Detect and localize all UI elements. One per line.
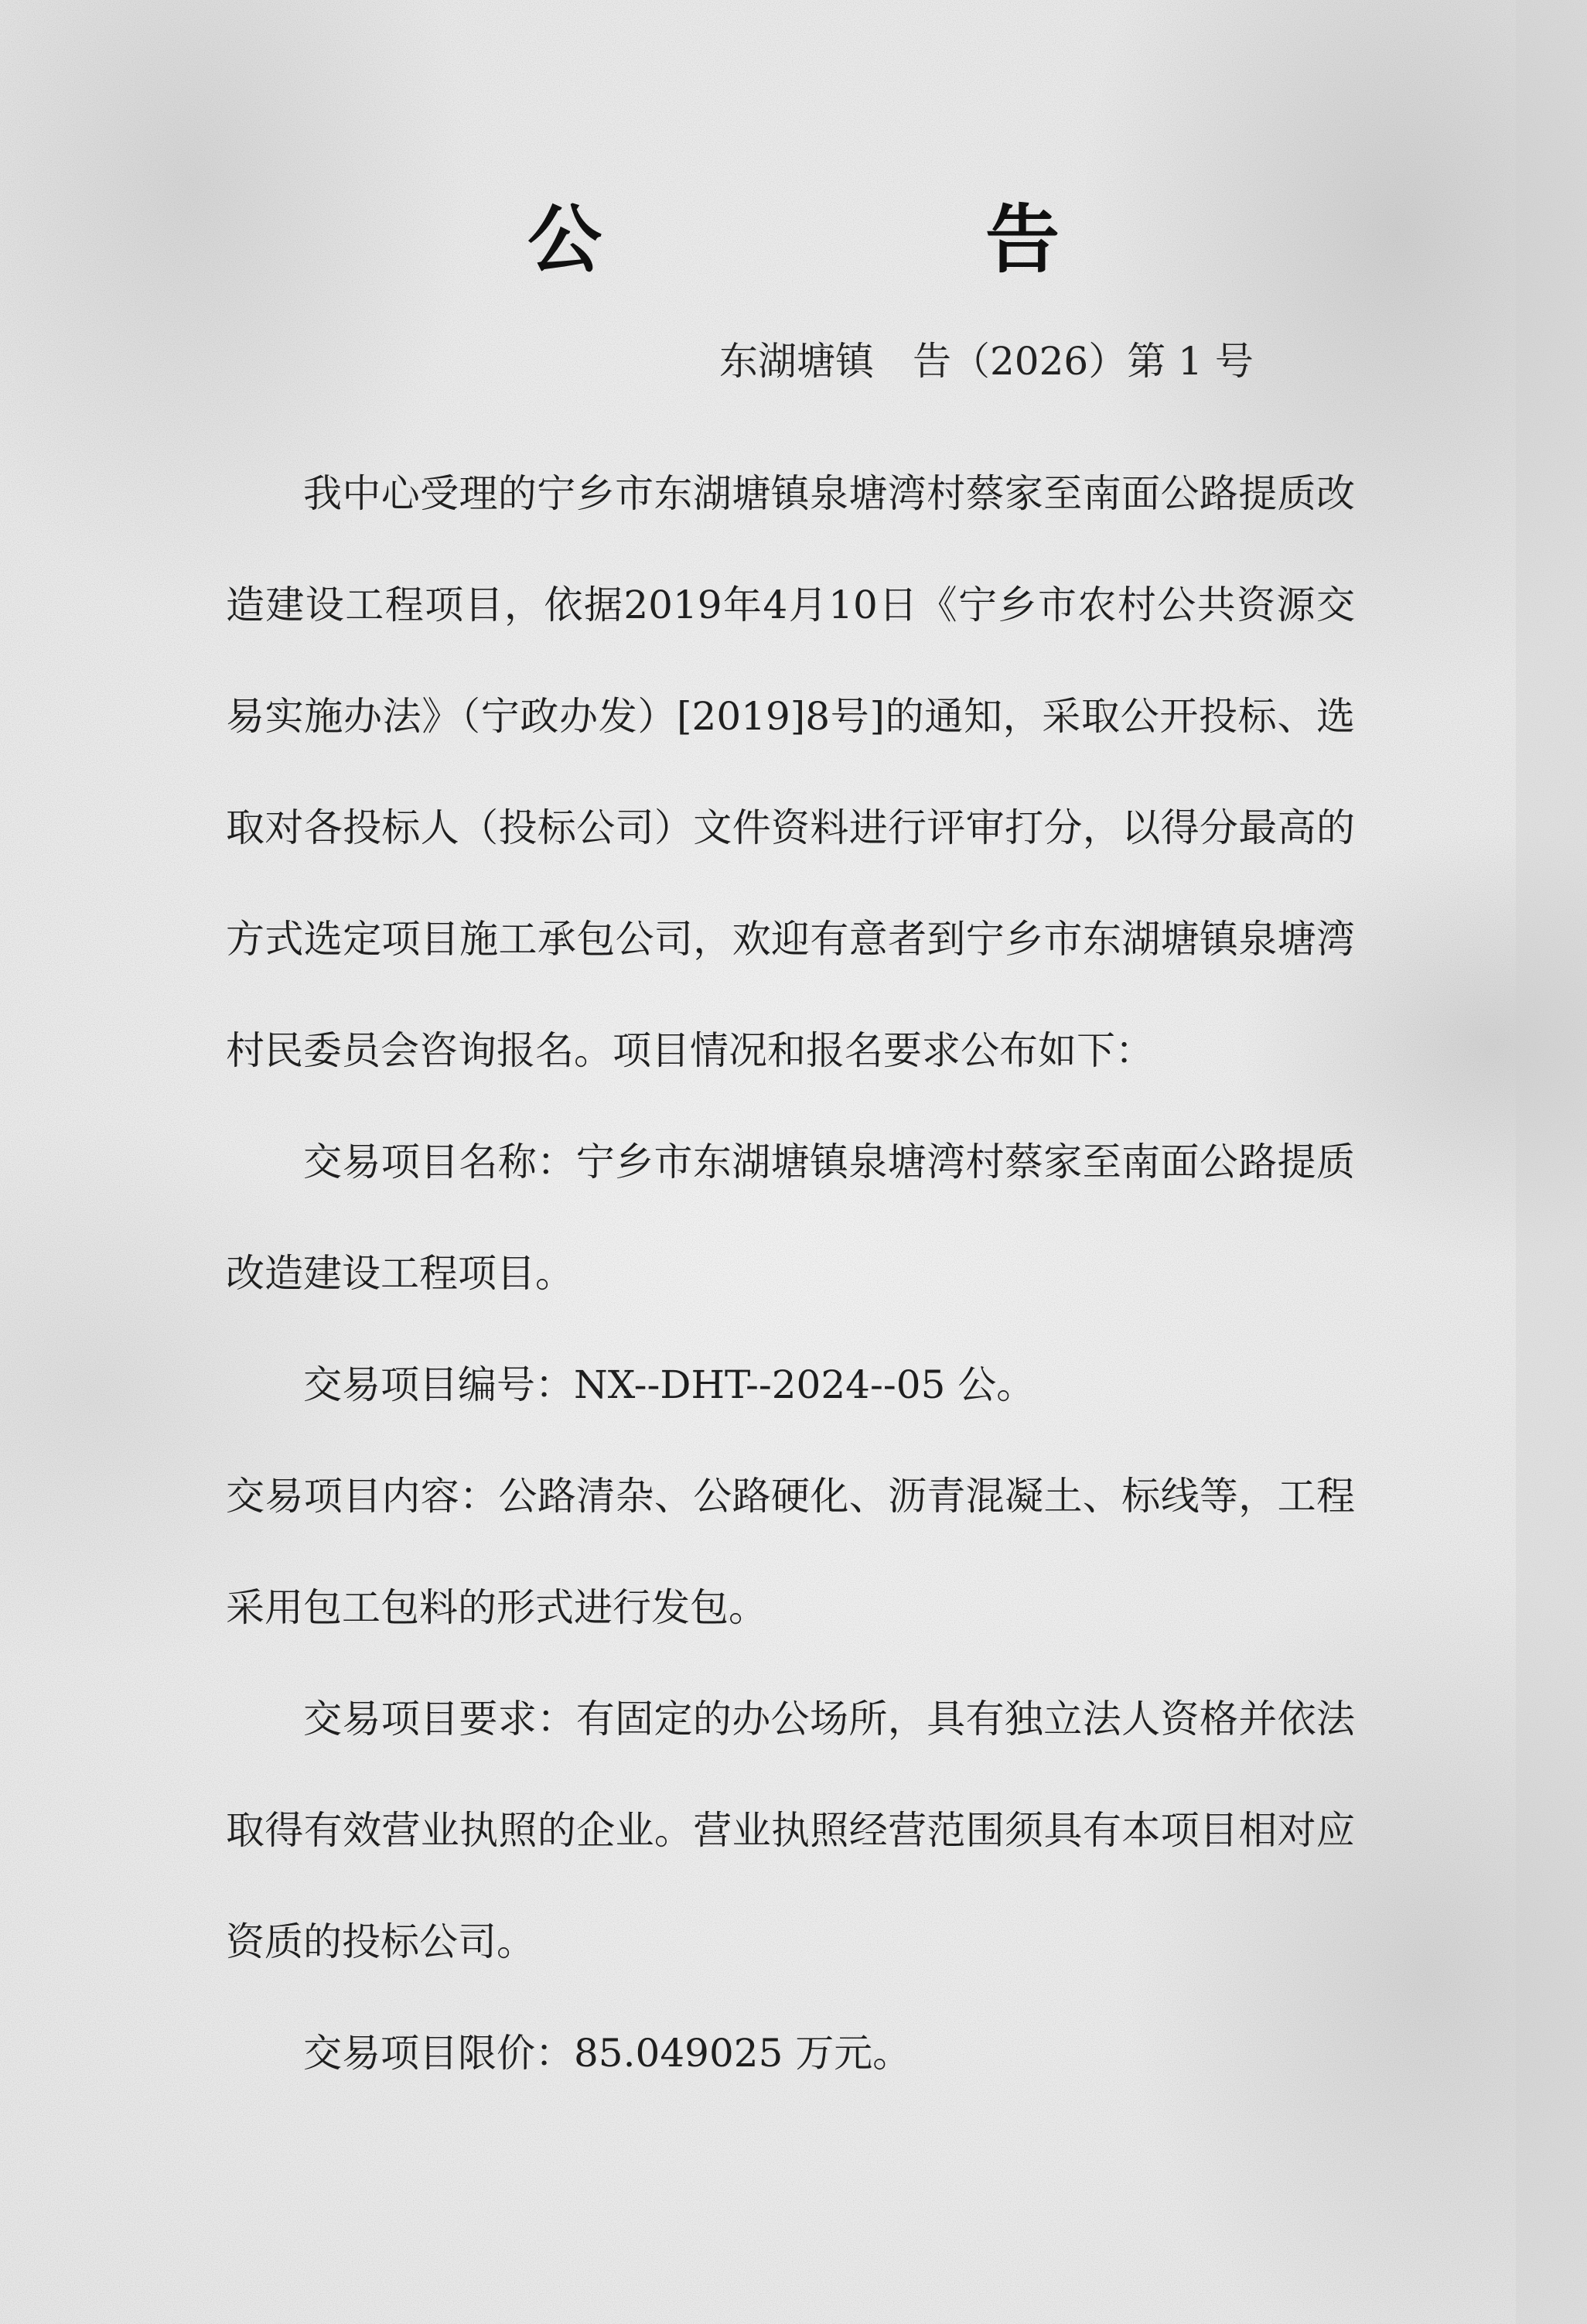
document-number: 东湖塘镇 告（2026）第 1 号 xyxy=(719,339,1254,384)
paragraph-project-price-limit: 交易项目限价：85.049025 万元。 xyxy=(303,2031,912,2076)
paragraph-intro: 我中心受理的宁乡市东湖塘镇泉塘湾村蔡家至南面公路提质改造建设工程项目，依据2019年4月10日《宁乡市农村公共资源交易实施办法》（宁政办发）[2019]8号]的通知，采取公开投标、选取对各投标人（投标公司）文件资料进行评审打分，以得分最高的方式选定项目施工承包公司，欢迎有意者到宁乡市东湖塘镇泉塘湾村民委员会咨询报名。项目情况和报名要求公布如下： xyxy=(226,471,1355,1073)
notice-title: 公 告 xyxy=(527,197,1214,283)
notice-body xyxy=(226,438,1355,2109)
paragraph-project-number: 交易项目编号：NX--DHT--2024--05 公。 xyxy=(303,1362,1036,1407)
paragraph-project-name: 交易项目名称：宁乡市东湖塘镇泉塘湾村蔡家至南面公路提质改造建设工程项目。 xyxy=(226,1140,1355,1296)
paragraph-project-content: 交易项目内容：公路清杂、公路硬化、沥青混凝土、标线等，工程采用包工包料的形式进行发包。 xyxy=(226,1474,1355,1630)
paragraph-project-requirements: 交易项目要求：有固定的办公场所，具有独立法人资格并依法取得有效营业执照的企业。营业执照经营范围须具有本项目相对应资质的投标公司。 xyxy=(226,1697,1355,1964)
